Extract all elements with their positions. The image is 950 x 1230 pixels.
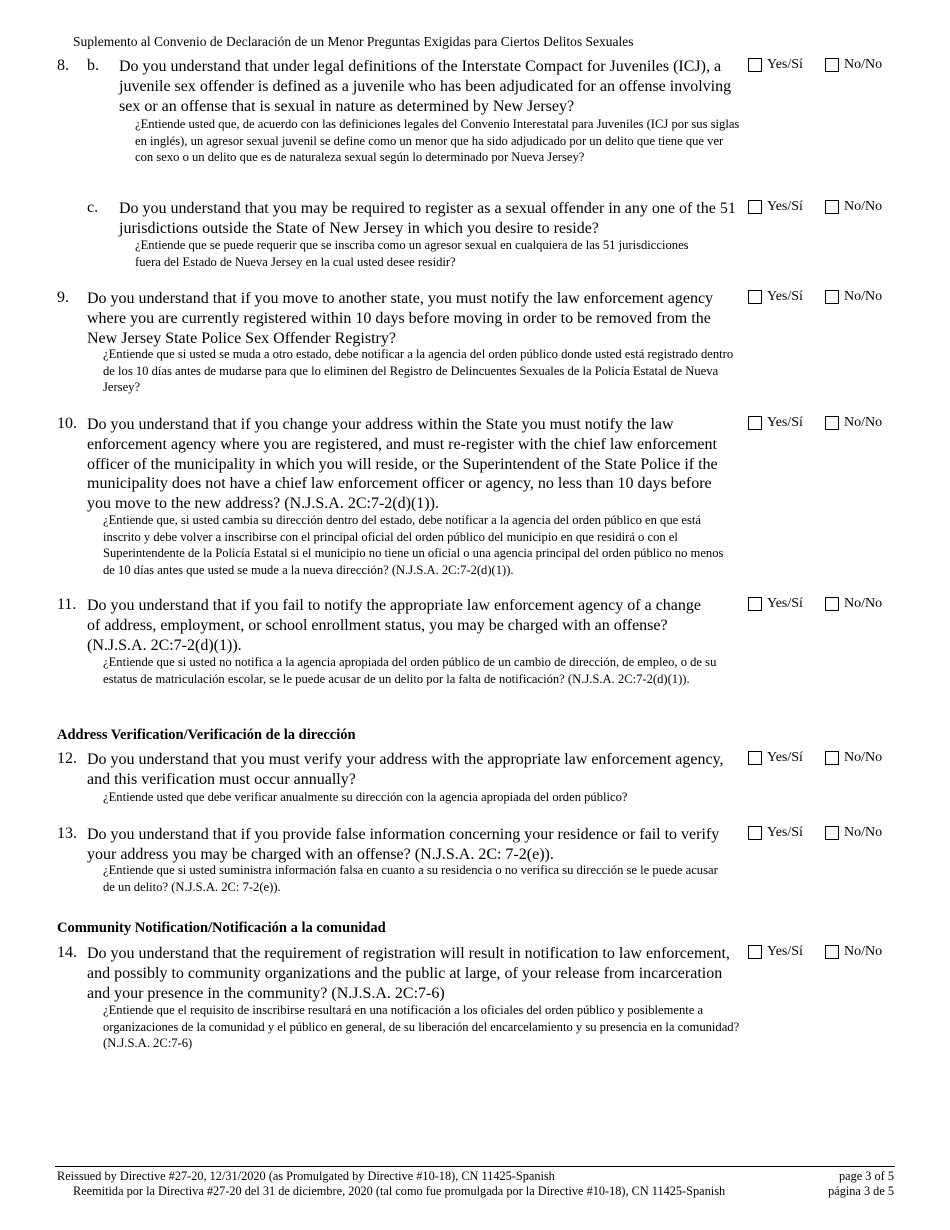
footer-divider <box>55 1166 895 1167</box>
question-text-es: ¿Entiende usted que, de acuerdo con las definiciones legales del Convenio Interestatal para Juveniles (ICJ por sus siglas en inglés), un agresor sexual juvenil se define como un menor que ha sido adjudicado por un delito que tiene que ver con sexo o un delito que es de naturaleza sexual según lo determinado por Nueva Jersey? <box>135 117 740 165</box>
no-checkbox[interactable] <box>825 415 882 431</box>
answer-options <box>748 596 898 614</box>
answer-options <box>748 825 898 843</box>
checkbox-box[interactable] <box>825 826 839 840</box>
answer-options <box>748 415 898 433</box>
question-text-en: Do you understand that if you provide false information concerning your residence or fail to verify your address you may be charged with an offense? (N.J.S.A. 2C: 7-2(e)). <box>87 826 720 863</box>
section-heading-community-notification: Community Notification/Notificación a la comunidad <box>57 920 386 936</box>
answer-options <box>748 750 898 768</box>
checkbox-box[interactable] <box>825 200 839 214</box>
checkbox-box[interactable] <box>825 597 839 611</box>
question-text-en: Do you understand that if you change your address within the State you must notify the law enforcement agency where you are registered, and must re-register with the chief law enforcement officer of the municipality in which you will reside, or the Superintendent of the State Police if the municipality does not have a chief law enforcement officer or agency, no less than 10 days before you move to the new address? (N.J.S.A. 2C:7-2(d)(1)). <box>87 416 718 513</box>
yes-checkbox[interactable] <box>748 596 803 612</box>
footer-line-es: Reemitida por la Directiva #27-20 del 31 de diciembre, 2020 (tal como fue promulgada por la Directive #10-18), CN 11425-Spanish <box>73 1183 726 1198</box>
yes-label: Yes/Sí <box>767 944 803 959</box>
question-text-es: ¿Entiende que, si usted cambia su dirección dentro del estado, debe notificar a la agencia del orden público en que está inscrito y debe volver a inscribirse con el principal oficial del orden público del municipio en que residirá o con el Superintendente de la Policía Estatal si el municipio no tiene un oficial o una agencia principal del orden público no menos de 10 días antes que usted se mude a la nueva dirección? (N.J.S.A. 2C:7-2(d)(1)). <box>103 513 724 577</box>
no-label: No/No <box>844 199 883 214</box>
question-text-es: ¿Entiende usted que debe verificar anualmente su dirección con la agencia apropiada del orden público? <box>103 790 628 804</box>
question-number: 11. <box>57 596 77 613</box>
no-checkbox[interactable] <box>825 57 882 73</box>
question-number: 9. <box>57 289 69 306</box>
no-checkbox[interactable] <box>825 944 882 960</box>
question-text-es: ¿Entiende que si usted no notifica a la agencia apropiada del orden público de un cambio de dirección, de empleo, o de su estatus de matriculación escolar, se le puede acusar de un delito por la falta de notificación? (N.J.S.A. 2C:7-2(d)(1)). <box>103 655 717 686</box>
question-number: 8. <box>57 57 69 74</box>
no-checkbox[interactable] <box>825 596 882 612</box>
section-heading-address-verification: Address Verification/Verificación de la dirección <box>57 727 356 743</box>
checkbox-box[interactable] <box>825 416 839 430</box>
question-text-en: Do you understand that you may be required to register as a sexual offender in any one of the 51 jurisdictions outside the State of New Jersey in which you desire to reside? <box>119 200 736 237</box>
question-text-es: ¿Entiende que se puede requerir que se inscriba como un agresor sexual en cualquiera de las 51 jurisdicciones fuera del Estado de Nueva Jersey en la cual usted desee residir? <box>135 238 689 269</box>
no-label: No/No <box>844 825 883 840</box>
checkbox-box[interactable] <box>748 826 762 840</box>
checkbox-box[interactable] <box>748 58 762 72</box>
yes-label: Yes/Sí <box>767 415 803 430</box>
question-number: 14. <box>57 944 77 961</box>
no-checkbox[interactable] <box>825 825 882 841</box>
question-text-en: Do you understand that under legal definitions of the Interstate Compact for Juveniles (ICJ), a juvenile sex offender is defined as a juvenile who has been adjudicated for an offense involving sex or an offense that is sexual in nature as determined by New Jersey? <box>119 58 732 115</box>
answer-options <box>748 57 898 75</box>
question-number: 13. <box>57 825 77 842</box>
no-label: No/No <box>844 944 883 959</box>
question-text-es: ¿Entiende que si usted suministra información falsa en cuanto a su residencia o no verifica su dirección se le puede acusar de un delito? (N.J.S.A. 2C: 7-2(e)). <box>103 863 718 894</box>
no-label: No/No <box>844 57 883 72</box>
checkbox-box[interactable] <box>825 290 839 304</box>
yes-label: Yes/Sí <box>767 199 803 214</box>
answer-options <box>748 944 898 962</box>
question-number: 12. <box>57 750 77 767</box>
yes-checkbox[interactable] <box>748 199 803 215</box>
yes-checkbox[interactable] <box>748 415 803 431</box>
yes-label: Yes/Sí <box>767 825 803 840</box>
no-label: No/No <box>844 415 883 430</box>
checkbox-box[interactable] <box>748 945 762 959</box>
checkbox-box[interactable] <box>748 597 762 611</box>
question-number: 10. <box>57 415 77 432</box>
yes-label: Yes/Sí <box>767 57 803 72</box>
question-subletter: c. <box>87 199 99 216</box>
yes-label: Yes/Sí <box>767 289 803 304</box>
question-text-en: Do you understand that the requirement of registration will result in notification to law enforcement, and possibly to community organizations and the public at large, of your release from incarceration and your presence in the community? (N.J.S.A. 2C:7-6) <box>87 945 730 1002</box>
question-subletter: b. <box>87 57 99 74</box>
checkbox-box[interactable] <box>825 751 839 765</box>
checkbox-box[interactable] <box>748 200 762 214</box>
question-text-es: ¿Entiende que si usted se muda a otro estado, debe notificar a la agencia del orden público donde usted está registrado dentro de los 10 días antes de mudarse para que lo eliminen del Registro de Delincuentes Sexuales de la Policía Estatal de Nueva Jersey? <box>103 347 734 395</box>
form-header: Suplemento al Convenio de Declaración de un Menor Preguntas Exigidas para Ciertos Delitos Sexuales <box>73 34 634 49</box>
no-checkbox[interactable] <box>825 199 882 215</box>
yes-label: Yes/Sí <box>767 750 803 765</box>
answer-options <box>748 199 898 217</box>
checkbox-box[interactable] <box>748 751 762 765</box>
question-text-es: ¿Entiende que el requisito de inscribirse resultará en una notificación a los oficiales del orden público y posiblemente a organizaciones de la comunidad y el público en general, de su liberación del encarcelamiento y su presencia en la comunidad? (N.J.S.A. 2C:7-6) <box>103 1003 740 1051</box>
yes-checkbox[interactable] <box>748 57 803 73</box>
checkbox-box[interactable] <box>825 58 839 72</box>
page-number-es: página 3 de 5 <box>828 1183 894 1198</box>
question-text-en: Do you understand that you must verify your address with the appropriate law enforcement agency, and this verification must occur annually? <box>87 751 724 788</box>
yes-label: Yes/Sí <box>767 596 803 611</box>
yes-checkbox[interactable] <box>748 825 803 841</box>
checkbox-box[interactable] <box>825 945 839 959</box>
yes-checkbox[interactable] <box>748 944 803 960</box>
yes-checkbox[interactable] <box>748 750 803 766</box>
yes-checkbox[interactable] <box>748 289 803 305</box>
no-label: No/No <box>844 596 883 611</box>
question-text-en: Do you understand that if you move to another state, you must notify the law enforcement agency where you are currently registered within 10 days before moving in order to be removed from the New Jersey State Police Sex Offender Registry? <box>87 290 714 347</box>
no-label: No/No <box>844 289 883 304</box>
no-checkbox[interactable] <box>825 289 882 305</box>
page-number <box>828 1169 894 1198</box>
question-text-en: Do you understand that if you fail to notify the appropriate law enforcement agency of a change of address, employment, or school enrollment status, you may be charged with an offense? (N.J.S.A. 2C:7-2(d)(1)). <box>87 597 701 654</box>
checkbox-box[interactable] <box>748 416 762 430</box>
no-label: No/No <box>844 750 883 765</box>
no-checkbox[interactable] <box>825 750 882 766</box>
footer-line-en: Reissued by Directive #27-20, 12/31/2020 (as Promulgated by Directive #10-18), CN 11425-Spanish <box>57 1169 555 1183</box>
footer-reissue-info <box>57 1169 725 1198</box>
checkbox-box[interactable] <box>748 290 762 304</box>
answer-options <box>748 289 898 307</box>
page-number-en: page 3 of 5 <box>839 1169 894 1183</box>
